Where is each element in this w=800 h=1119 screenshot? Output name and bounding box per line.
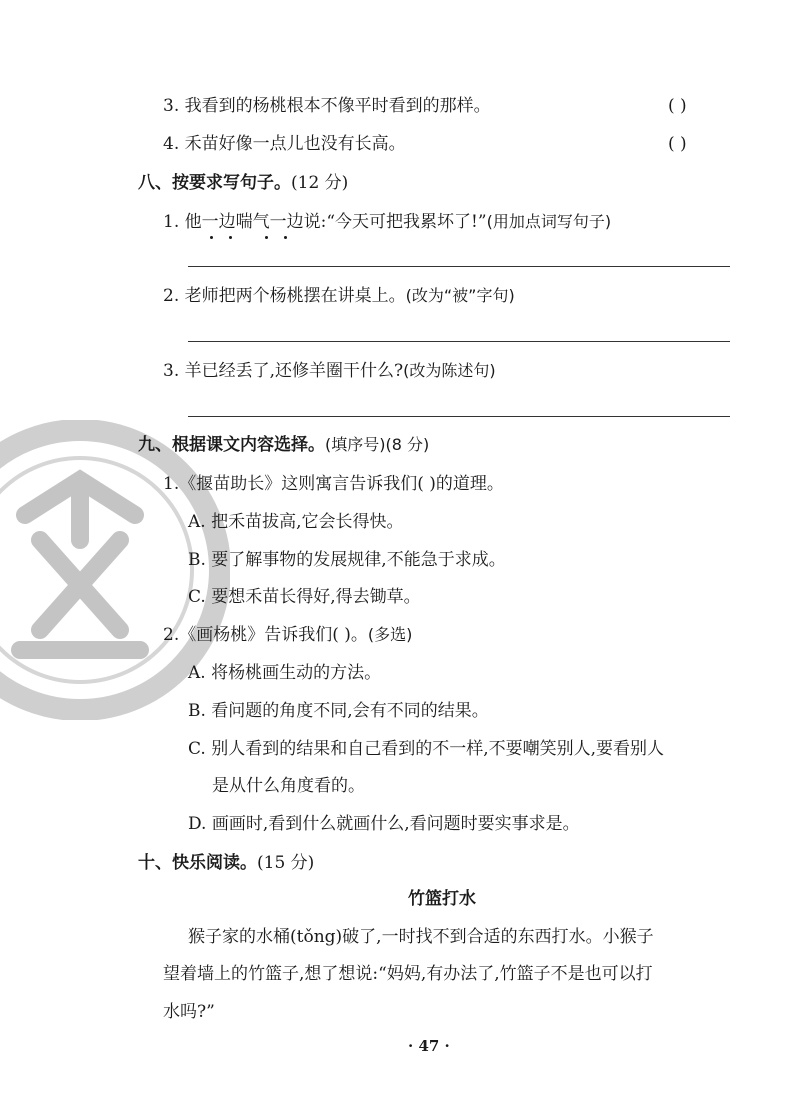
page-number: · 47 · — [408, 1037, 450, 1055]
s7-question-3: 3. 我看到的杨桃根本不像平时看到的那样。 — [163, 96, 491, 116]
s9-q2-option-d: D. 画画时,看到什么就画什么,看问题时要实事求是。 — [188, 814, 580, 834]
s8-question-1: 1. 他一边喘气一边说:“今天可把我累坏了!” — [163, 212, 487, 232]
s8-question-2-row — [163, 284, 515, 308]
answer-line-3[interactable] — [188, 416, 730, 417]
s9-question-1: 1.《揠苗助长》这则寓言告诉我们( )的道理。 — [163, 474, 504, 494]
s10-heading-row — [138, 851, 314, 875]
s9-score: (填序号)(8 分) — [325, 435, 430, 454]
s8-heading-row — [138, 171, 348, 195]
s8-question-1-note: (用加点词写句子) — [486, 212, 612, 231]
s9-heading-row — [138, 433, 429, 457]
s9-question-2: 2.《画杨桃》告诉我们( )。 — [163, 625, 368, 645]
s8-question-3-note: (改为陈述句) — [403, 361, 496, 380]
answer-line-2[interactable] — [188, 341, 730, 342]
emphasis-dot — [229, 236, 232, 239]
s8-question-2: 2. 老师把两个杨桃摆在讲桌上。 — [163, 286, 406, 306]
s8-question-2-note: (改为“被”字句) — [405, 286, 515, 305]
answer-line-1[interactable] — [188, 266, 730, 267]
s9-q2-option-c-cont: 是从什么角度看的。 — [212, 776, 365, 796]
s7-question-4: 4. 禾苗好像一点儿也没有长高。 — [163, 134, 406, 154]
s9-question-2-row — [163, 623, 412, 647]
reading-para-line-1: 猴子家的水桶(tǒng)破了,一时找不到合适的东西打水。小猴子 — [188, 927, 654, 947]
s9-heading: 九、根据课文内容选择。 — [138, 435, 325, 455]
s8-question-1-row — [163, 210, 611, 234]
s8-question-3-row — [163, 359, 496, 383]
s10-heading: 十、快乐阅读。 — [138, 853, 257, 873]
s7-answer-paren-4[interactable]: ( ) — [668, 134, 687, 154]
s10-score: (15 分) — [257, 853, 315, 873]
reading-title: 竹篮打水 — [408, 889, 476, 909]
s9-q2-option-c: C. 别人看到的结果和自己看到的不一样,不要嘲笑别人,要看别人 — [188, 739, 665, 759]
s9-q1-option-b: B. 要了解事物的发展规律,不能急于求成。 — [188, 550, 506, 570]
s7-answer-paren-3[interactable]: ( ) — [668, 96, 687, 116]
emphasis-dot — [284, 236, 287, 239]
emphasis-dot — [265, 236, 268, 239]
s9-q2-option-a: A. 将杨桃画生动的方法。 — [188, 663, 382, 683]
s8-question-3: 3. 羊已经丢了,还修羊圈干什么? — [163, 361, 404, 381]
s8-score: (12 分) — [291, 173, 349, 193]
reading-para-line-2: 望着墙上的竹篮子,想了想说:“妈妈,有办法了,竹篮子不是也可以打 — [163, 964, 653, 984]
reading-para-line-3: 水吗?” — [163, 1002, 215, 1022]
s9-question-2-note: (多选) — [367, 625, 413, 644]
s9-q2-option-b: B. 看问题的角度不同,会有不同的结果。 — [188, 701, 489, 721]
emphasis-dot — [210, 236, 213, 239]
s9-q1-option-a: A. 把禾苗拔高,它会长得快。 — [188, 512, 404, 532]
s9-q1-option-c: C. 要想禾苗长得好,得去锄草。 — [188, 587, 421, 607]
s8-heading: 八、按要求写句子。 — [138, 173, 291, 193]
